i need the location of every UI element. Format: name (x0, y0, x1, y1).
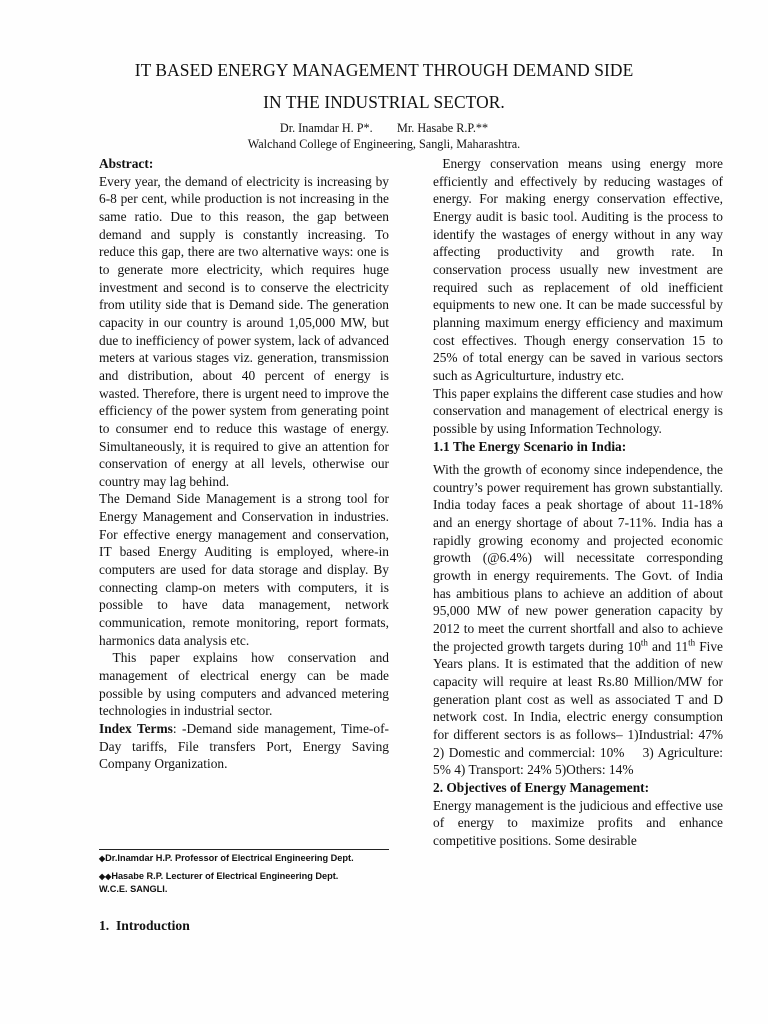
abstract-paragraph-3 (99, 649, 393, 720)
index-terms-text: : -Demand side management, Time-of-Day tariffs, File transfers Port, Energy Saving Company Organization. (99, 721, 389, 772)
abstract-paragraph-2: The Demand Side Management is a strong tool for Energy Management and Conservation in industries. For effective energy management and conservation, IT based Energy Auditing is employed, where-in computers are used for data storage and display. By connecting clamp-on meters with computers, it is possible to have data management, network communication, remote monitoring, report formats, harmonics data analysis etc. (99, 491, 389, 648)
scenario-text-c: Five Years plans. It is estimated that the addition of new capacity will require at least Rs.80 Million/MW for generation plant cost as well as associated T and D network cost. In India, electric energy consumption for different sectors is as follows– 1)Industrial: 47% 2) Domestic and commercial: 10% 3) Agriculture: 5% 4) Transport: 24% 5)Others: 14% (433, 638, 727, 778)
right-column (433, 155, 727, 850)
footnotes (99, 852, 399, 897)
superscript-th-1: th (640, 637, 648, 648)
footnote-2 (99, 870, 399, 884)
abstract-heading: Abstract: (99, 156, 154, 171)
paper-affiliation: Walchand College of Engineering, Sangli, Maharashtra. (247, 137, 521, 151)
paper-scope-paragraph: This paper explains the different case studies and how conservation and management of electrical energy is possible by using Information Technology. (433, 385, 723, 436)
paper-title-line2: IN THE INDUSTRIAL SECTOR. (263, 92, 505, 112)
left-column (99, 155, 393, 773)
footnote-1 (99, 852, 399, 866)
superscript-th-2: th (688, 637, 696, 648)
footnote-2-text: Hasabe R.P. Lecturer of Electrical Engineering Dept. (111, 870, 339, 881)
energy-scenario-paragraph (433, 461, 727, 779)
section-1-heading: 1. Introduction (99, 918, 190, 933)
footnote-2-marker: ◆◆ (99, 871, 112, 881)
footnote-1-marker: ◆ (99, 854, 106, 863)
energy-management-paragraph: Energy management is the judicious and effective use of energy to maximize profits and enhance competitive positions. Some desirable (433, 797, 723, 848)
footnote-3: W.C.E. SANGLI. (99, 884, 168, 895)
scenario-text-b: and 11 (647, 638, 689, 654)
footnote-1-text: Dr.Inamdar H.P. Professor of Electrical Engineering Dept. (105, 853, 354, 863)
section-1-1-heading: 1.1 The Energy Scenario in India: (433, 438, 627, 454)
scenario-text-a: With the growth of economy since independence, the country’s power requirement has grown substantially. India today faces a peak shortage of about 11-18% and an energy shortage of about 7-11%. India has a rapidly growing economy and projected economic growth (@6.4%) will necessitate corresponding growth in energy requirements. The Govt. of India has ambitious plans to achieve an addition of about 95,000 MW of new power generation capacity by 2012 to meet the current shortfall and also to achieve the projected growth targets during 10 (433, 462, 727, 654)
abstract-paragraph-1: Every year, the demand of electricity is increasing by 6-8 per cent, while production is not increasing in the same ratio. Due to this reason, the gap between demand and supply is constantly increasing. To reduce this gap, there are two alternative ways: one is to generate more electricity, which requires huge investment and second is to conserve the electricity from utility side that is Demand side. The generation capacity in our country is around 1,05,000 MW, but due to inefficiency of power system, lack of advanced meters at various stages viz. generation, transmission and distribution, about 40 percent of energy is wasted. Therefore, there is urgent need to improve the efficiency of the power system from generating point to consumer end to reduce this wastage of energy. Simultaneously, it is required to give an attention for conservation of energy at all levels, otherwise our country may lag behind. (99, 173, 389, 489)
conservation-paragraph: Energy conservation means using energy more efficiently and effectively by reducing wastages of energy. For making energy conservation effective, Energy audit is basic tool. Auditing is the process to identify the wastages of energy without in any way affecting productivity and growth rate. In conservation process usually new investment are required such as replacement of old inefficient equipments to new one. It can be made successful by planning maximum energy efficiency and maximum cost effectives. Though energy conservation 15 to 25% of total energy can be saved in various sectors such as Agriculturture, industry etc. (433, 156, 727, 383)
section-2-heading: 2. Objectives of Energy Management: (433, 779, 650, 795)
index-terms (99, 720, 389, 773)
paper-authors: Dr. Inamdar H. P*. Mr. Hasabe R.P.** (279, 121, 489, 135)
abstract-paragraph-3-text: This paper explains how conservation and management of electrical energy can be made possible by using computers and advanced metering technologies in industrial sector. (99, 650, 393, 719)
index-terms-label: Index Terms (99, 721, 173, 736)
footnote-divider (99, 849, 389, 850)
paper-title-line1: IT BASED ENERGY MANAGEMENT THROUGH DEMAND SIDE (134, 60, 634, 80)
